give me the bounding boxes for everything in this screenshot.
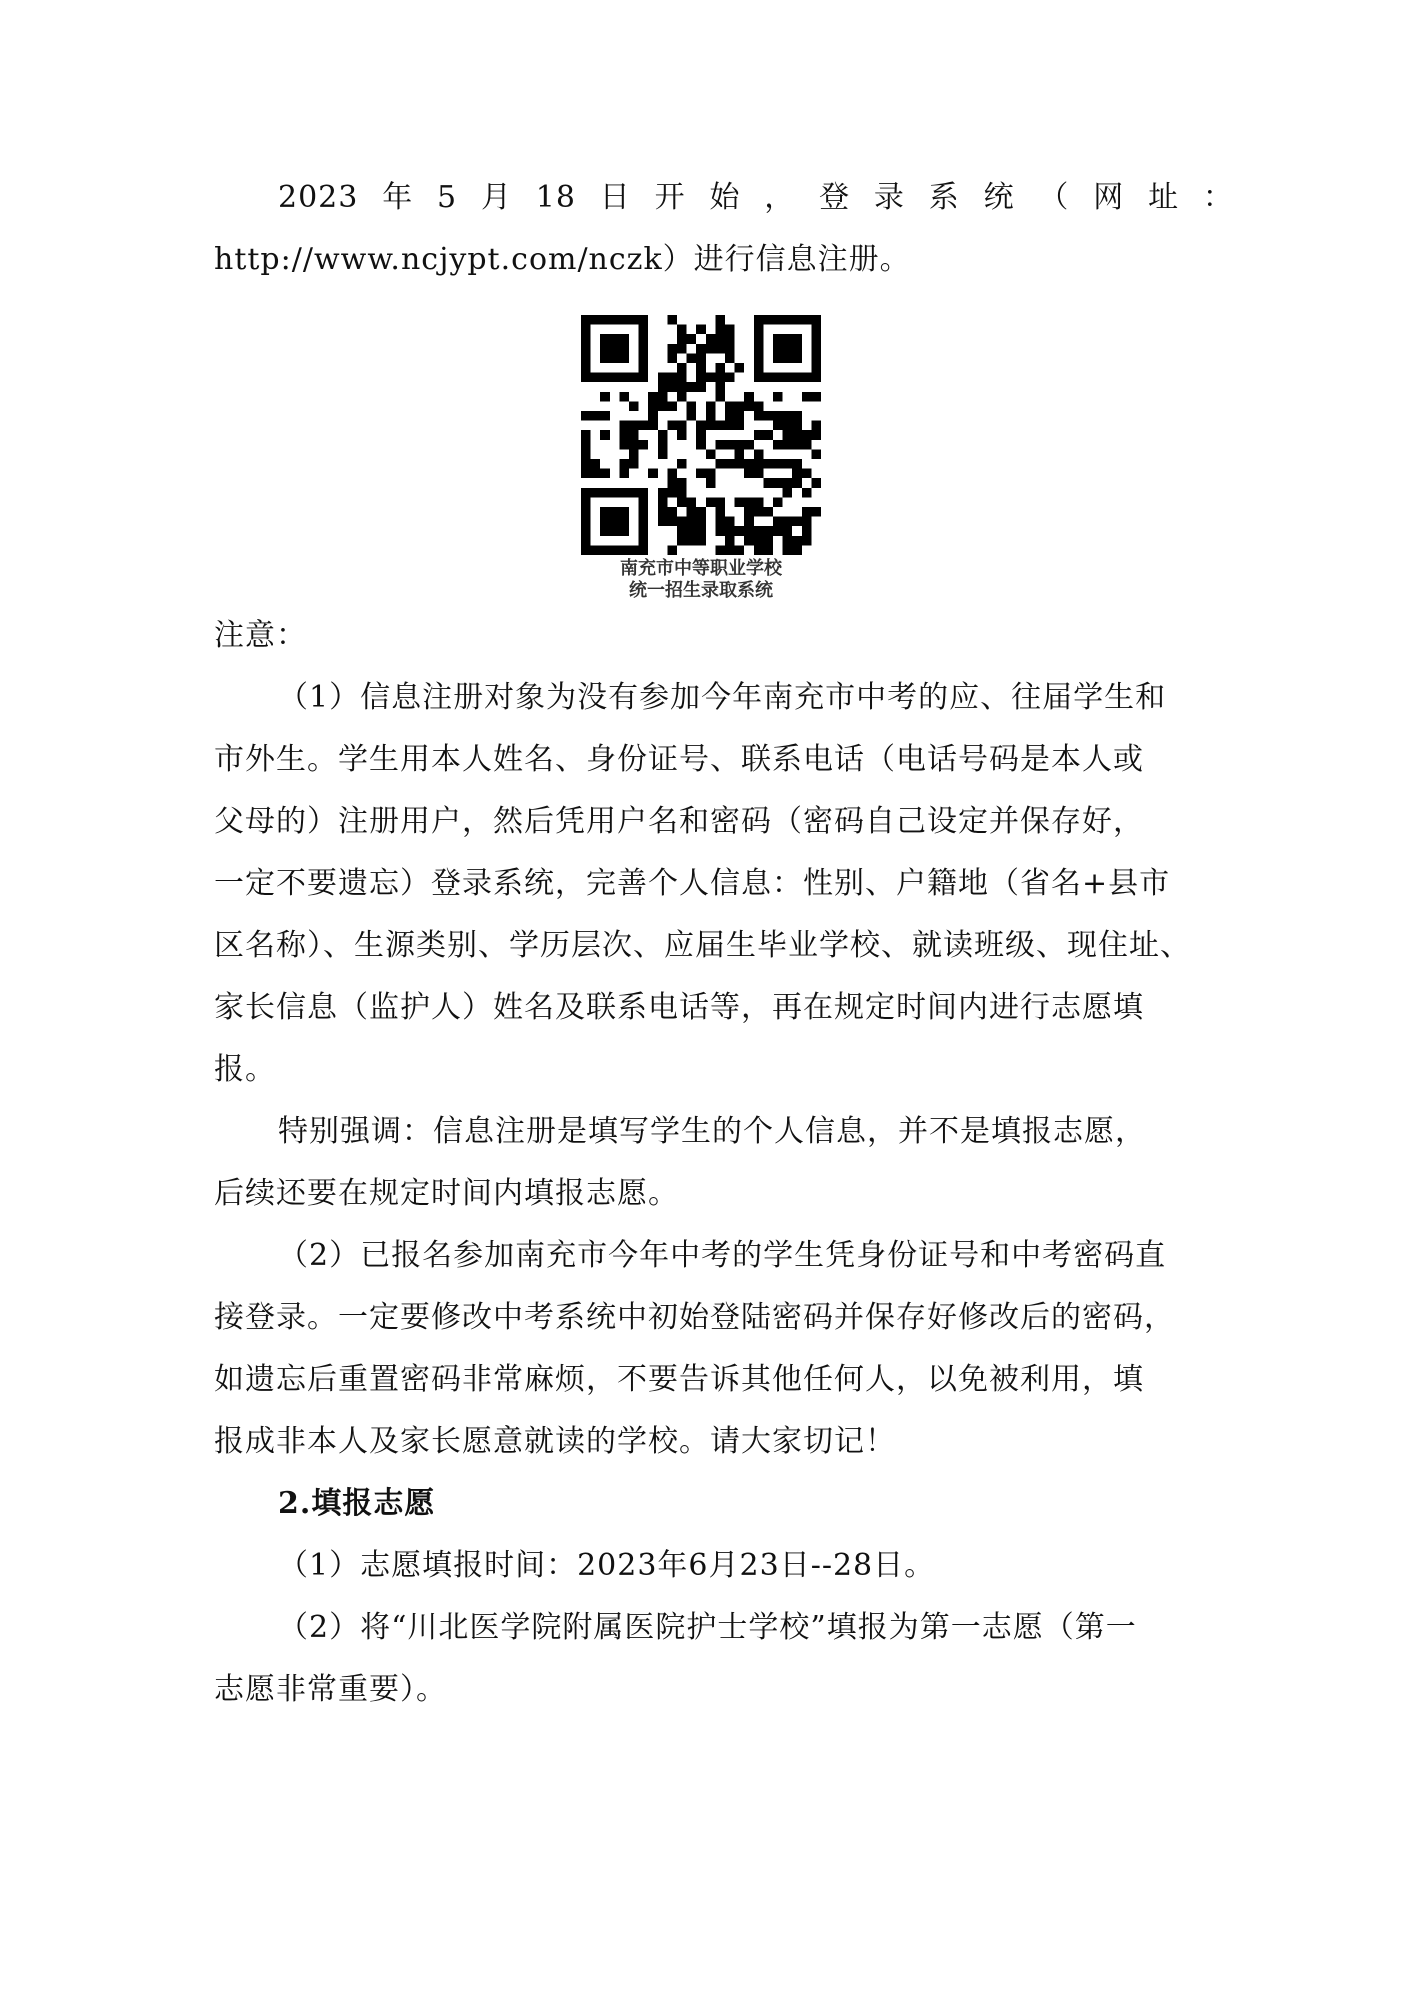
note1-line: 区名称）、生源类别、学历层次、应届生毕业学校、就读班级、现住址、 (214, 928, 1191, 963)
note1-line: 父母的）注册用户，然后凭用户名和密码（密码自己设定并保存好， (214, 804, 1144, 839)
note2-line: 接登录。一定要修改中考系统中初始登陆密码并保存好修改后的密码， (214, 1300, 1175, 1335)
qr-caption-line2: 统一招生录取系统 (629, 580, 773, 601)
registration-start-token: 月 (480, 180, 512, 215)
emphasis-line: 后续还要在规定时间内填报志愿。 (214, 1176, 679, 1211)
note1-line: （1）信息注册对象为没有参加今年南充市中考的应、往届学生和 (278, 680, 1167, 715)
note2-line: 报成非本人及家长愿意就读的学校。请大家切记！ (214, 1424, 896, 1459)
registration-start-token: ， (764, 180, 796, 215)
section2-heading: 2.填报志愿 (278, 1486, 436, 1521)
note1-line: 市外生。学生用本人姓名、身份证号、联系电话（电话号码是本人或 (214, 742, 1144, 777)
qr-code-icon (570, 315, 832, 555)
section2-item1: （1）志愿填报时间：2023年6月23日--28日。 (278, 1548, 936, 1583)
registration-start-token: 录 (873, 180, 905, 215)
registration-start-token: 址 (1148, 180, 1180, 215)
registration-url-line: http://www.ncjypt.com/nczk）进行信息注册。 (214, 242, 911, 277)
registration-start-token: 5 (437, 180, 458, 215)
registration-start-line (278, 178, 1234, 218)
registration-start-token: 18 (535, 180, 576, 215)
note2-line: 如遗忘后重置密码非常麻烦，不要告诉其他任何人，以免被利用，填 (214, 1362, 1144, 1397)
note-label: 注意： (214, 618, 307, 653)
note1-line: 家长信息（监护人）姓名及联系电话等，再在规定时间内进行志愿填 (214, 990, 1144, 1025)
registration-start-token: （ (1038, 180, 1070, 215)
registration-start-token: 始 (709, 180, 741, 215)
registration-start-token: 系 (928, 180, 960, 215)
registration-start-token: 统 (983, 180, 1015, 215)
section2-item2-line: （2）将“川北医学院附属医院护士学校”填报为第一志愿（第一 (278, 1610, 1137, 1645)
qr-code-image (570, 315, 832, 605)
section2-item2-line: 志愿非常重要）。 (214, 1672, 447, 1707)
registration-start-token: 开 (654, 180, 686, 215)
note2-line: （2）已报名参加南充市今年中考的学生凭身份证号和中考密码直 (278, 1238, 1167, 1273)
registration-start-token: 年 (382, 180, 414, 215)
note1-line: 报。 (214, 1052, 276, 1087)
registration-start-token: ： (1202, 180, 1234, 215)
registration-start-token: 网 (1093, 180, 1125, 215)
emphasis-line: 特别强调：信息注册是填写学生的个人信息，并不是填报志愿， (278, 1114, 1146, 1149)
registration-start-token: 日 (599, 180, 631, 215)
registration-start-token: 2023 (278, 180, 359, 215)
note1-line: 一定不要遗忘）登录系统，完善个人信息：性别、户籍地（省名+县市 (214, 866, 1171, 901)
qr-caption-line1: 南充市中等职业学校 (620, 558, 782, 579)
registration-start-token: 登 (819, 180, 851, 215)
